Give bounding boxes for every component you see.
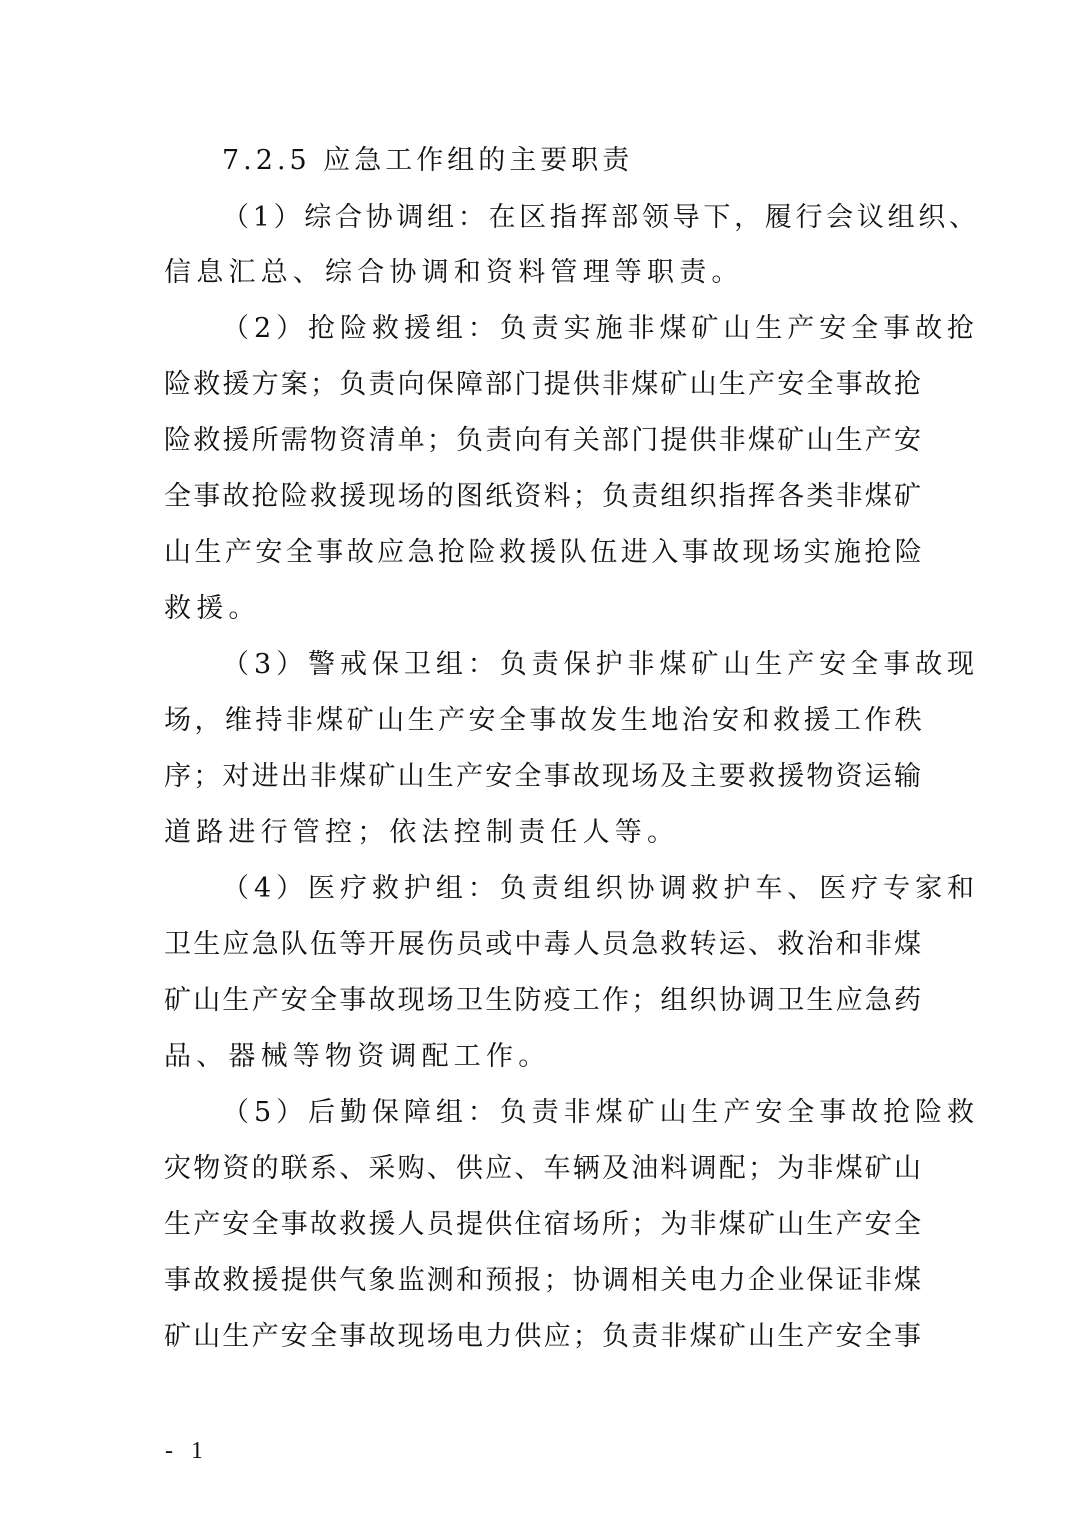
paragraph-2-line-6: 救援。 <box>164 593 261 624</box>
section-heading: 7.2.5 应急工作组的主要职责 <box>222 145 634 176</box>
paragraph-3-line-3: 序；对进出非煤矿山生产安全事故现场及主要救援物资运输 <box>164 761 924 792</box>
paragraph-3-line-4: 道路进行管控；依法控制责任人等。 <box>164 817 680 848</box>
paragraph-1-line-1: （1）综合协调组：在区指挥部领导下，履行会议组织、 <box>222 202 980 233</box>
paragraph-5-line-5: 矿山生产安全事故现场电力供应；负责非煤矿山生产安全事 <box>164 1321 924 1352</box>
paragraph-4-line-3: 矿山生产安全事故现场卫生防疫工作；组织协调卫生应急药 <box>164 985 924 1016</box>
paragraph-2-line-2: 险救援方案；负责向保障部门提供非煤矿山生产安全事故抢 <box>164 369 924 400</box>
paragraph-2-line-3: 险救援所需物资清单；负责向有关部门提供非煤矿山生产安 <box>164 425 924 456</box>
paragraph-5-line-1: （5）后勤保障组：负责非煤矿山生产安全事故抢险救 <box>222 1097 979 1128</box>
paragraph-3-line-1: （3）警戒保卫组：负责保护非煤矿山生产安全事故现 <box>222 649 979 680</box>
paragraph-5-line-3: 生产安全事故救援人员提供住宿场所；为非煤矿山生产安全 <box>164 1209 924 1240</box>
paragraph-3-line-2: 场，维持非煤矿山生产安全事故发生地治安和救援工作秩 <box>164 705 926 736</box>
paragraph-5-line-2: 灾物资的联系、采购、供应、车辆及油料调配；为非煤矿山 <box>164 1153 924 1184</box>
paragraph-2-line-4: 全事故抢险救援现场的图纸资料；负责组织指挥各类非煤矿 <box>164 481 924 512</box>
paragraph-5-line-4: 事故救援提供气象监测和预报；协调相关电力企业保证非煤 <box>164 1265 924 1296</box>
paragraph-4-line-2: 卫生应急队伍等开展伤员或中毒人员急救转运、救治和非煤 <box>164 929 924 960</box>
paragraph-2-line-1: （2）抢险救援组：负责实施非煤矿山生产安全事故抢 <box>222 313 979 344</box>
paragraph-2-line-5: 山生产安全事故应急抢险救援队伍进入事故现场实施抢险 <box>164 537 926 568</box>
paragraph-4-line-1: （4）医疗救护组：负责组织协调救护车、医疗专家和 <box>222 873 979 904</box>
paragraph-1-line-2: 信息汇总、综合协调和资料管理等职责。 <box>164 257 744 288</box>
page-number: - 1 <box>165 1438 209 1464</box>
paragraph-4-line-4: 品、器械等物资调配工作。 <box>164 1041 551 1072</box>
